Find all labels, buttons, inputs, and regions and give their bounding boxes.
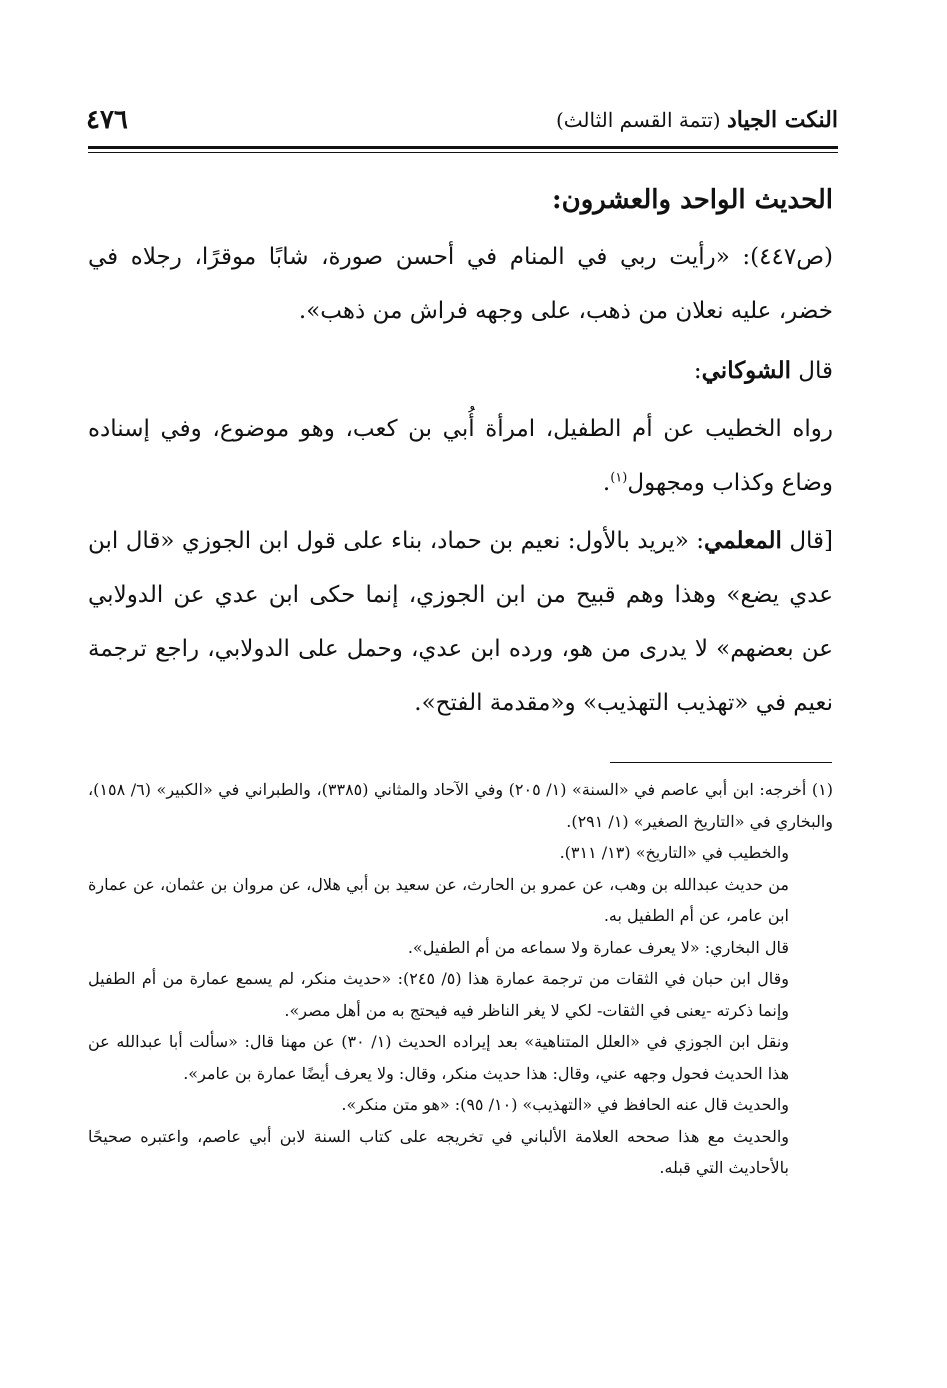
shawkani-end: . xyxy=(602,470,611,496)
footnote-line: قال البخاري: «لا يعرف عمارة ولا سماعه من أم الطفيل». xyxy=(407,937,789,957)
shawkani-colon: : xyxy=(693,358,702,384)
footnotes xyxy=(88,774,833,1184)
page-number: ٤٧٦ xyxy=(86,105,128,135)
muallimi-body: : «يريد بالأول: نعيم بن حماد، بناء على قول ابن الجوزي «قال ابن عدي يضع» وهذا وهم قبيح من ابن الجوزي، إنما حكى ابن عدي عن الدولابي عن بعضهم» لا يدرى من هو، ورده ابن عدي، وحمل على الدولابي، راجع ترجمة نعيم في «تهذيب التهذيب» و«مقدمة الفتح». xyxy=(88,528,833,716)
shawkani-name: الشوكاني xyxy=(701,357,791,384)
book-title: النكت الجياد xyxy=(726,107,838,133)
header-rule-thin xyxy=(88,152,838,153)
said-prefix: قال xyxy=(790,358,833,384)
footnote-separator xyxy=(610,762,832,763)
muallimi-name: المعلمي xyxy=(704,527,782,554)
hadith-text: (ص٤٤٧): «رأيت ربي في المنام في أحسن صورة، شابًا موقرًا، رجلاه في خضر، عليه نعلان من ذهب، على وجهه فراش من ذهب». xyxy=(88,244,833,324)
page-header xyxy=(86,100,838,140)
muallimi-text xyxy=(88,514,833,730)
footnote-line: من حديث عبدالله بن وهب، عن عمرو بن الحارث، عن سعيد بن أبي هلال، عن مروان بن عثمان، عن عمارة ابن عامر، عن أم الطفيل به. xyxy=(88,874,789,925)
running-title xyxy=(556,107,838,133)
book-subtitle: (تتمة القسم الثالث) xyxy=(555,108,721,132)
footnote-1: (١) أخرجه: ابن أبي عاصم في «السنة» (١/ ٢٠٥) وفي الآحاد والمثاني (٣٣٨٥)، والطبراني في «الكبير» (٦/ ١٥٨)، والبخاري في «التاريخ الصغير» (١/ ٢٩١). xyxy=(88,780,834,831)
shawkani-text xyxy=(88,402,833,510)
footnote-line: والحديث قال عنه الحافظ في «التهذيب» (١٠/ ٩٥): «هو متن منكر». xyxy=(341,1095,789,1114)
header-rule-thick xyxy=(88,146,838,149)
hadith-heading: الحديث الواحد والعشرون: xyxy=(552,185,833,215)
footnote-line: والحديث مع هذا صححه العلامة الألباني في تخريجه على كتاب السنة لابن أبي عاصم، واعتبره صحيحًا بالأحاديث التي قبله. xyxy=(88,1126,789,1177)
main-text xyxy=(88,178,833,730)
shawkani-label xyxy=(88,344,833,398)
footnote-line: ونقل ابن الجوزي في «العلل المتناهية» بعد إيراده الحديث (١/ ٣٠) عن مهنا قال: «سألت أبا عبدالله عن هذا الحديث فحول وجهه عني، وقال: هذا حديث منكر، وقال: ولا يعرف أيضًا عمارة بن عامر». xyxy=(88,1032,789,1083)
shawkani-quote: رواه الخطيب عن أم الطفيل، امرأة أُبي بن كعب، وهو موضوع، وفي إسناده وضاع وكذاب ومجهول xyxy=(88,416,833,496)
footnote-line: والخطيب في «التاريخ» (١٣/ ٣١١). xyxy=(559,843,789,862)
footnote-ref[interactable]: (١) xyxy=(610,470,628,486)
footnote-line: وقال ابن حبان في الثقات من ترجمة عمارة هذا (٥/ ٢٤٥): «حديث منكر، لم يسمع عمارة من أم الطفيل وإنما ذكرته -يعنى في الثقات- لكي لا يغر الناظر فيه فيحتج به من أهل مصر». xyxy=(88,969,789,1020)
muallimi-prefix: [قال xyxy=(781,528,834,554)
